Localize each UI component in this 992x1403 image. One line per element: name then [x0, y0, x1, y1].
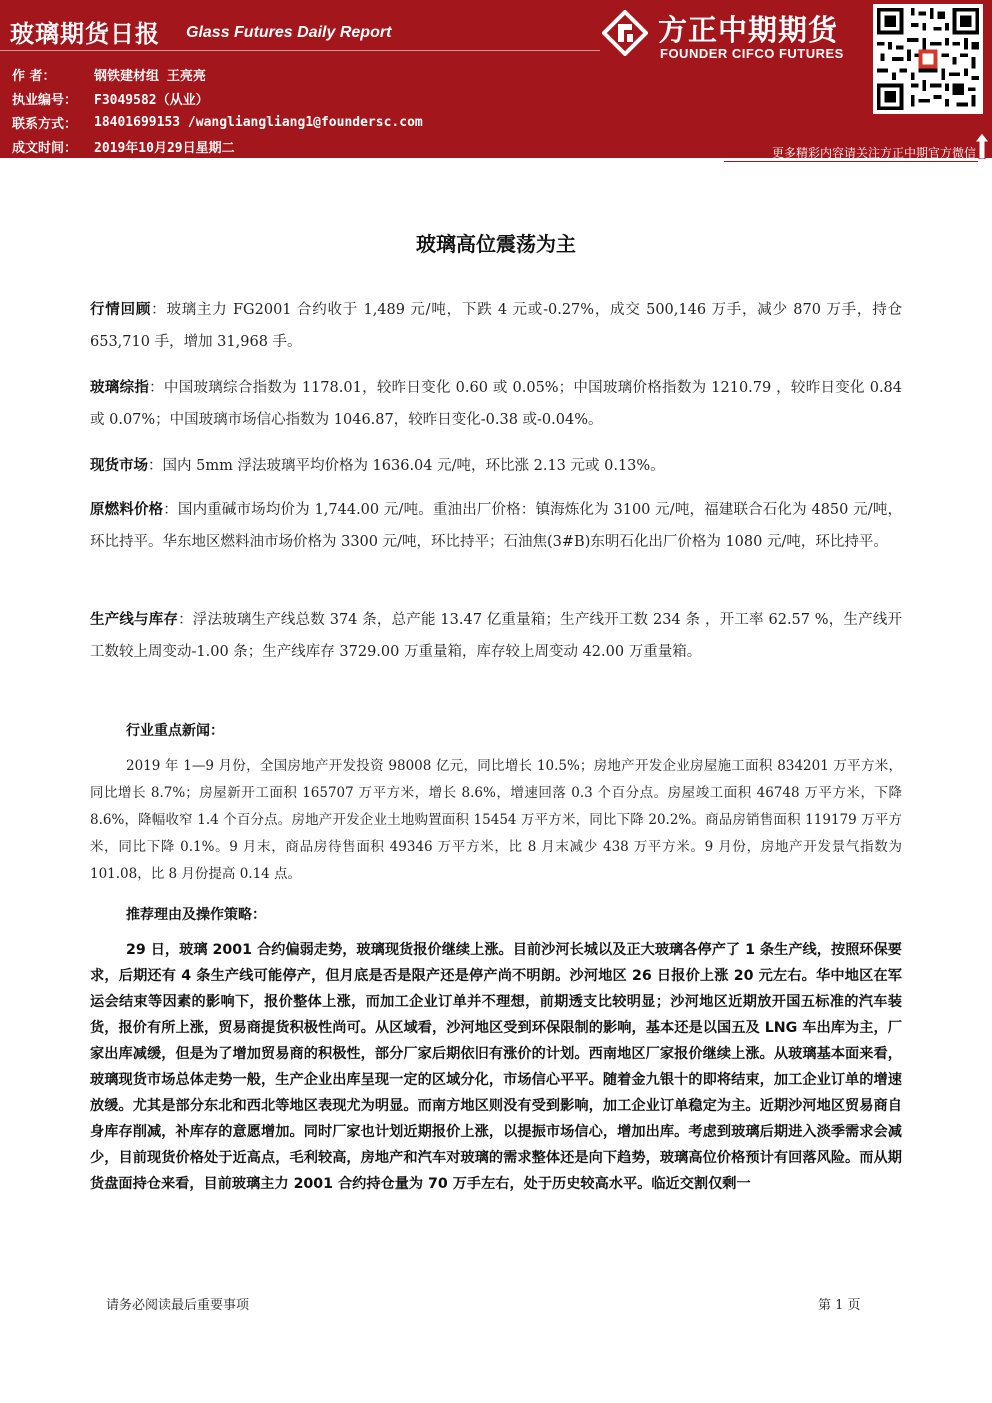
section-lead: 玻璃综指: [90, 380, 150, 396]
author-meta: [12, 62, 423, 158]
paragraph-text: ：玻璃主力 FG2001 合约收于 1,489 元/吨，下跌 4 元或-0.27%，成交 500,146 万手，减少 870 万手，持仓 653,710 手，增加 31,968 手。: [90, 302, 903, 350]
meta-label: 成文时间：: [12, 140, 78, 156]
arrow-up-icon: [975, 133, 989, 159]
header-divider: [0, 50, 600, 51]
report-subtitle: Glass Futures Daily Report: [186, 24, 392, 41]
founder-logo-icon: [602, 10, 648, 56]
meta-value: 18401699153 /wangliangliang1@foundersc.com: [94, 114, 423, 130]
logo-english-name: FOUNDER CIFCO FUTURES: [660, 46, 844, 61]
meta-date: [12, 134, 423, 158]
glass-index-paragraph: [90, 372, 902, 436]
meta-value: 钢铁建材组 王亮亮: [94, 68, 206, 84]
paragraph-text: ：国内重碱市场均价为 1,744.00 元/吨。重油出厂价格：镇海炼化为 3100 元/吨，福建联合石化为 4850 元/吨，环比持平。华东地区燃料油市场价格为 3300 元/吨，环比持平；石油焦(3#B)东明石化出厂价格为 1080 元/吨，环比持平。: [90, 502, 902, 550]
strategy-paragraph: 29 日，玻璃 2001 合约偏弱走势，玻璃现货报价继续上涨。目前沙河长城以及正大玻璃各停产了 1 条生产线，按照环保要求，后期还有 4 条生产线可能停产，但月底是否是限产还是停产尚不明朗。沙河地区 26 日报价上涨 20 元左右。华中地区在军运会结束等因素的影响下，报价整体上涨，而加工企业订单并不理想，前期透支比较明显；沙河地区近期放开国五标准的汽车装货，报价有所上涨，贸易商提货积极性尚可。从区域看，沙河地区受到环保限制的影响，基本还是以国五及 LNG 车出库为主，厂家出库减缓，但是为了增加贸易商的积极性，部分厂家后期依旧有涨价的计划。西南地区厂家报价继续上涨。从玻璃基本面来看，玻璃现货市场总体走势一般，生产企业出库呈现一定的区域分化，市场信心平平。随着金九银十的即将结束，加工企业订单的增速放缓。尤其是部分东北和西北等地区表现尤为明显。而南方地区则没有受到影响，加工企业订单稳定为主。近期沙河地区贸易商自身库存削减，补库存的意愿增加。同时厂家也计划近期报价上涨，以提振市场信心，增加出库。考虑到玻璃后期进入淡季需求会减少，目前现货价格处于近高点，毛利较高，房地产和汽车对玻璃的需求整体还是向下趋势，玻璃高位价格预计有回落风险。而从期货盘面持仓来看，目前玻璃主力 2001 合约持仓量为 70 万手左右，处于历史较高水平。临近交割仅剩一: [90, 942, 902, 1192]
founder-cifco-logo: [602, 8, 860, 64]
footer-notice: 请务必阅读最后重要事项: [106, 1298, 250, 1313]
paragraph-text: ：浮法玻璃生产线总数 374 条，总产能 13.47 亿重量箱；生产线开工数 234 条 ，开工率 62.57 %，生产线开工数较上周变动-1.00 条；生产线库存 3729.00 万重量箱，库存较上周变动 42.00 万重量箱。: [90, 612, 902, 660]
paragraph-text: ：国内 5mm 浮法玻璃平均价格为 1636.04 元/吨，环比涨 2.13 元或 0.13%。: [148, 458, 665, 474]
production-paragraph: [90, 604, 902, 668]
meta-contact: [12, 110, 423, 134]
news-paragraph: 2019 年 1—9 月份，全国房地产开发投资 98008 亿元，同比增长 10.5%；房地产开发企业房屋施工面积 834201 万平方米，同比增长 8.7%；房屋新开工面积 165707 万平方米，增长 8.6%，增速回落 0.3 个百分点。房屋竣工面积 46748 万平方米，下降 8.6%，降幅收窄 1.4 个百分点。房地产开发企业土地购置面积 15454 万平方米，同比下降 20.2%。商品房销售面积 119179 万平方米，同比下降 0.1%。9 月末，商品房待售面积 49346 万平方米，比 8 月末减少 438 万平方米。9 月份，房地产开发景气指数为 101.08，比 8 月份提高 0.14 点。: [90, 758, 902, 882]
document-title: 玻璃高位震荡为主: [416, 232, 576, 256]
meta-label: 作 者：: [12, 68, 56, 84]
meta-label: 联系方式：: [12, 116, 78, 132]
strategy-heading: 推荐理由及操作策略：: [126, 907, 266, 923]
wechat-follow-text: 更多精彩内容请关注方正中期官方微信: [771, 146, 976, 160]
section-lead: 原燃料价格: [90, 502, 164, 518]
meta-value: F3049582（从业）: [94, 92, 209, 108]
wechat-qr-code[interactable]: [873, 4, 983, 114]
raw-fuel-paragraph: [90, 494, 902, 558]
paragraph-text: ：中国玻璃综合指数为 1178.01，较昨日变化 0.60 或 0.05%；中国玻璃价格指数为 1210.79 ，较昨日变化 0.84 或 0.07%；中国玻璃市场信心指数为 1046.87，较昨日变化-0.38 或-0.04%。: [90, 380, 903, 428]
market-review-paragraph: [90, 294, 902, 358]
page-number: 第 1 页: [818, 1298, 861, 1313]
meta-author: [12, 62, 423, 86]
spot-market-paragraph: [90, 450, 902, 482]
section-lead: 行情回顾: [90, 302, 152, 318]
section-lead: 生产线与库存: [90, 612, 179, 628]
report-header: [0, 0, 992, 158]
news-heading: 行业重点新闻：: [126, 723, 224, 739]
logo-chinese-name: 方正中期期货: [658, 13, 839, 47]
meta-license: [12, 86, 423, 110]
section-lead: 现货市场: [90, 458, 148, 474]
follow-underline: [724, 161, 978, 162]
report-title: 玻璃期货日报: [10, 20, 160, 48]
meta-label: 执业编号：: [12, 92, 78, 108]
meta-value: 2019年10月29日星期二: [94, 140, 235, 156]
